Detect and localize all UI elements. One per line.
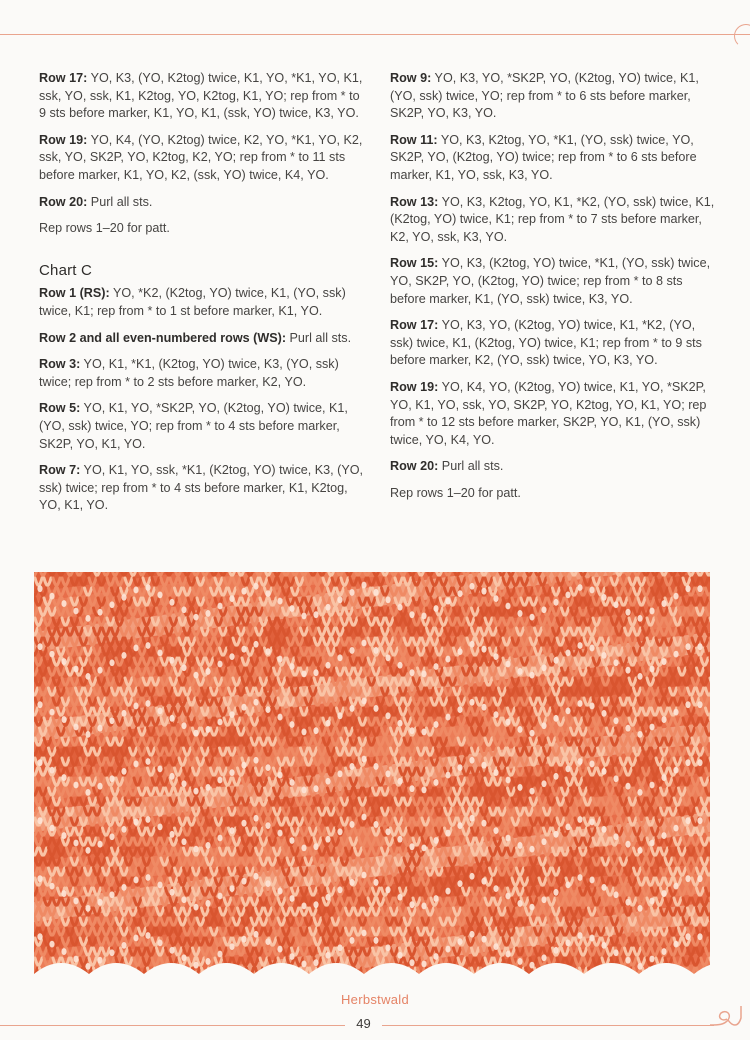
row-label: Row 19: [39,132,88,147]
row-instructions: YO, K3, (YO, K2tog) twice, K1, YO, *K1, YO, K1, ssk, YO, ssk, K1, K2tog, YO, K2tog, K1, YO; rep from * to 9 sts before marker, K1, YO, K1, (ssk, YO) twice, K3, YO. [39,71,363,121]
pattern-row [390,317,718,370]
row-instructions: YO, K3, K2tog, YO, K1, *K2, (YO, ssk) twice, K1, (K2tog, YO) twice, K1; rep from * to 7 sts before marker, K2, YO, ssk, K3, YO. [390,194,715,244]
row-label: Row 15: [390,256,439,271]
knitted-lace-photo [34,572,710,974]
row-label: Row 7: [39,463,81,478]
row-label: Row 17: [390,318,439,333]
pattern-row [390,194,718,247]
footer-rule [382,1025,714,1026]
pattern-row [390,379,718,449]
pattern-row [390,458,718,476]
row-instructions: YO, K3, YO, *SK2P, YO, (K2tog, YO) twice, K1, (YO, ssk) twice, YO; rep from * to 6 sts before marker, SK2P, YO, K3, YO. [390,71,699,121]
pattern-row [39,400,367,453]
footer-title: Herbstwald [340,992,410,1007]
knit-texture [34,572,710,974]
repeat-note: Rep rows 1–20 for patt. [390,485,521,500]
row-instructions: YO, K1, YO, ssk, *K1, (K2tog, YO) twice, K3, (YO, ssk) twice; rep from * to 4 sts before marker, K1, K2tog, YO, K1, YO. [39,463,364,513]
top-rule [0,34,750,35]
row-instructions: YO, *K2, (K2tog, YO) twice, K1, (YO, ssk) twice, K1; rep from * to 1 st before marker, K1, YO. [39,286,346,318]
row-label: Row 5: [39,401,81,416]
pattern-row [390,70,718,123]
chart-c-heading: Chart C [39,261,93,279]
row-label: Row 3: [39,357,81,372]
footer-rule [0,1025,345,1026]
right-column [390,70,718,511]
row-instructions: Purl all sts. [286,330,352,345]
pattern-row [39,330,367,348]
pattern-row [39,194,367,212]
top-rule-ornament [734,24,750,48]
page-number: 49 [356,1016,371,1031]
row-label: Row 17: [39,71,88,85]
pattern-row [390,255,718,308]
pattern-row [39,462,367,515]
row-instructions: YO, K3, YO, (K2tog, YO) twice, K1, *K2, (YO, ssk) twice, K1, (K2tog, YO) twice, K1; rep from * to 9 sts before marker, K2, (YO, ssk) twice, YO, K3, YO. [390,318,702,368]
row-instructions: YO, K1, *K1, (K2tog, YO) twice, K3, (YO, ssk) twice; rep from * to 2 sts before marker, K2, YO. [39,357,339,389]
row-instructions: YO, K4, YO, (K2tog, YO) twice, K1, YO, *SK2P, YO, K1, YO, ssk, YO, SK2P, YO, K2tog, YO, K1, YO; rep from * to 12 sts before marker, SK2P, YO, K1, (YO, ssk) twice, YO, K4, YO. [390,379,707,447]
row-instructions: YO, K3, (K2tog, YO) twice, *K1, (YO, ssk) twice, YO, SK2P, YO, (K2tog, YO) twice; rep from * to 8 sts before marker, K1, (YO, ssk) twice, K3, YO. [390,256,711,306]
row-label: Row 20: [39,194,88,209]
row-label: Row 11: [390,132,438,147]
row-instructions: Purl all sts. [438,459,504,474]
pattern-row [39,285,367,320]
row-label: Row 1 (RS): [39,286,110,301]
row-label: Row 2 and all even-numbered rows (WS): [39,330,287,345]
row-instructions: YO, K4, (YO, K2tog) twice, K2, YO, *K1, YO, K2, ssk, YO, SK2P, YO, K2tog, K2, YO; rep from * to 11 sts before marker, K1, YO, K2, (ssk, YO) twice, K4, YO. [39,132,363,182]
pattern-row [39,132,367,185]
row-label: Row 20: [390,459,439,474]
row-instructions: YO, K3, K2tog, YO, *K1, (YO, ssk) twice, YO, SK2P, YO, (K2tog, YO) twice; rep from * to 6 sts before marker, K1, YO, ssk, K3, YO. [390,132,697,182]
pattern-row [39,70,367,123]
row-label: Row 13: [390,194,439,209]
row-label: Row 19: [390,379,439,394]
pattern-row [390,132,718,185]
pattern-row [39,356,367,391]
repeat-note: Rep rows 1–20 for patt. [39,221,170,236]
left-column [39,70,367,524]
row-instructions: YO, K1, YO, *SK2P, YO, (K2tog, YO) twice, K1, (YO, ssk) twice, YO; rep from * to 4 sts before marker, SK2P, YO, K1, YO. [39,401,348,451]
swirl-ornament-icon [708,1006,742,1034]
row-label: Row 9: [390,71,432,85]
row-instructions: Purl all sts. [87,194,153,209]
